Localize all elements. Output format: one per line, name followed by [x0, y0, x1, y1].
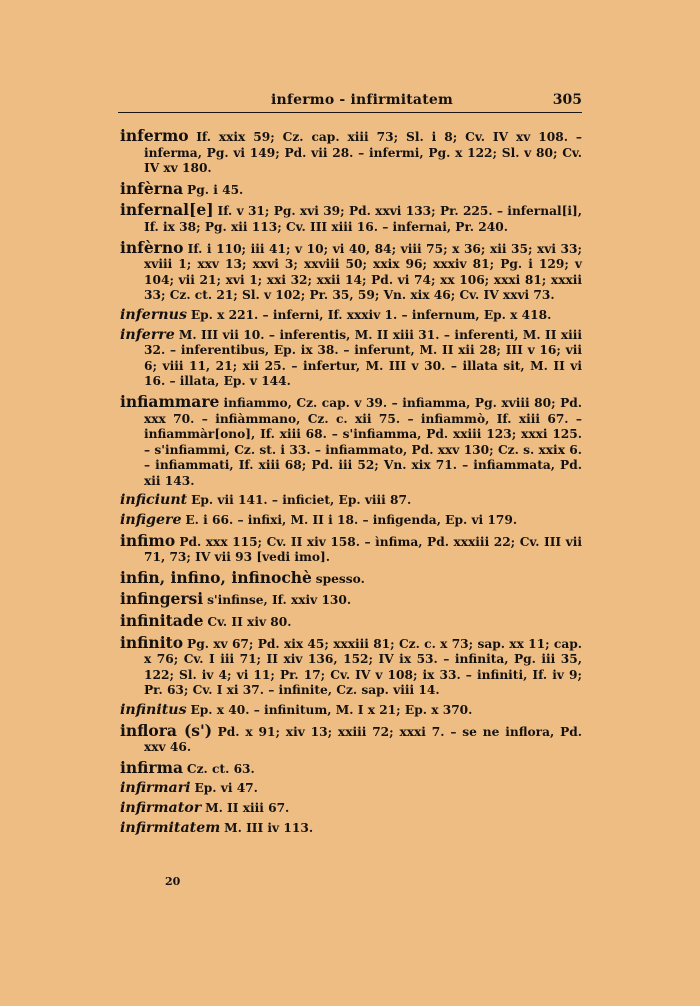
entry-lemma: infermo [120, 126, 189, 145]
entry-text: M. III iv 113. [224, 820, 314, 835]
running-head [118, 90, 582, 113]
dictionary-entry [120, 391, 582, 490]
dictionary-entry [120, 703, 582, 719]
dictionary-entry [120, 328, 582, 390]
entry-text: Ep. x 221. – inferni, If. xxxiv 1. – infernum, Ep. x 418. [190, 307, 552, 322]
dictionary-entry [120, 591, 582, 609]
dictionary-entry [120, 237, 582, 304]
entry-text: If. xxix 59; Cz. cap. xiii 73; Sl. i 8; Cv. IV xv 108. – inferma, Pg. vi 149; Pd. vii 28. – infermi, Pg. x 122; Sl. v 80; Cv. IV xv 180. [144, 130, 583, 176]
entry-text: Cz. ct. 63. [186, 761, 255, 776]
entry-text: Ep. vi 47. [194, 781, 258, 796]
dictionary-entry [120, 781, 582, 797]
entry-text: Pg. xv 67; Pd. xix 45; xxxiii 81; Cz. c. x 73; sap. xx 11; cap. x 76; Cv. I iii 71; II xiv 136, 152; IV ix 53. – infinita, Pg. iii 35, 122; Sl. iv 4; vi 11; Pr. 17; Cv. IV v 108; ix 33. – infiniti, If. iv 9; Pr. 63; Cv. I xi 37. – infinite, Cz. sap. viii 14. [144, 636, 582, 698]
entry-lemma: infinitade [120, 611, 204, 631]
running-title: infermo - infirmitatem [271, 92, 453, 108]
dictionary-entry [120, 801, 582, 817]
entry-text: infiammo, Cz. cap. v 39. – infiamma, Pg. xviii 80; Pd. xxx 70. – infiàmmano, Cz. c. xii 75. – infiammò, If. xiii 67. – infiammàr[ono], If. xiii 68. – s'infiamma, Pd. xxiii 123; xxxi 125. – s'infiammi, Cz. st. i 33. – infiammato, Pd. xxv 130; Cz. s. xxix 6. – infiammati, If. xiii 68; Pd. iii 52; Vn. xix 71. – infiammata, Pd. xii 143. [144, 395, 582, 488]
entry-list [120, 128, 582, 840]
entry-lemma: inflora (s') [120, 720, 213, 740]
entry-text: M. III vii 10. – inferentis, M. II xiii 31. – inferenti, M. II xiii 32. – inferentibus, Ep. ix 38. – inferunt, M. II xii 28; III v 16; vii 6; viii 11, 21; xii 25. – infertur, M. III v 30. – illata sit, M. II vi 16. – illata, Ep. v 144. [144, 327, 583, 389]
dictionary-entry [120, 720, 583, 756]
entry-text: Cv. II xiv 80. [207, 615, 292, 630]
entry-lemma: infèrna [120, 178, 184, 198]
entry-text: If. v 31; Pg. xvi 39; Pd. xxvi 133; Pr. 225. – infernal[i], If. ix 38; Pg. xii 113; Cv. III xiii 16. – infernai, Pr. 240. [144, 204, 583, 234]
entry-text: E. i 66. – infixi, M. II i 18. – infigenda, Ep. vi 179. [185, 513, 518, 528]
entry-text: Pd. xxx 115; Cv. II xiv 158. – ìnfima, Pd. xxxiii 22; Cv. III vii 71, 73; IV vii 93 [vedi imo]. [144, 534, 582, 565]
entry-lemma: infimo [120, 530, 176, 550]
entry-lemma: infirmator [120, 799, 202, 816]
entry-text: s'infinse, If. xxiv 130. [207, 593, 352, 608]
dictionary-entry [120, 632, 582, 699]
dictionary-entry [120, 308, 582, 324]
entry-lemma: infinitus [120, 702, 187, 718]
dictionary-entry [120, 202, 582, 235]
dictionary-entry [120, 513, 582, 529]
entry-lemma: infirmitatem [120, 819, 221, 836]
entry-lemma: infiammare [120, 391, 220, 411]
entry-lemma: infernal[e] [120, 200, 214, 220]
dictionary-entry [120, 178, 582, 199]
entry-lemma: infin, infino, infinochè [120, 567, 312, 587]
dictionary-entry [120, 128, 582, 177]
entry-text: Pd. x 91; xiv 13; xxiii 72; xxxi 7. – se ne inflora, Pd. xxv 46. [144, 724, 583, 755]
entry-lemma: infernus [120, 306, 187, 323]
dictionary-entry [120, 821, 582, 837]
entry-lemma: inficiunt [120, 492, 188, 509]
entry-lemma: infingersi [120, 589, 204, 609]
dictionary-entry [120, 567, 582, 588]
entry-lemma: infirmari [120, 780, 191, 797]
dictionary-entry [120, 757, 582, 778]
entry-lemma: infinito [120, 632, 184, 652]
entry-lemma: infèrno [120, 237, 184, 257]
entry-text: spesso. [315, 571, 365, 586]
entry-lemma: inferre [120, 326, 175, 343]
printer-signature: 20 [165, 875, 181, 888]
dictionary-entry [120, 530, 582, 566]
entry-text: If. i 110; iii 41; v 10; vi 40, 84; viii 75; x 36; xii 35; xvi 33; xviii 1; xxv 13; xxvi 3; xxviii 50; xxix 96; xxxiv 81; Pg. i 129; v 104; vii 21; xvi 1; xxi 32; xxii 14; Pd. vi 74; xx 106; xxxi 81; xxxii 33; Cz. ct. 21; Sl. v 102; Pr. 35, 59; Vn. xix 46; Cv. IV xxvi 73. [144, 241, 582, 303]
dictionary-entry [120, 613, 582, 631]
entry-lemma: infirma [120, 757, 184, 777]
entry-lemma: infigere [120, 512, 182, 529]
entry-text: Ep. vii 141. – inficiet, Ep. viii 87. [191, 493, 412, 508]
dictionary-entry [120, 493, 582, 509]
page-number: 305 [552, 92, 582, 108]
entry-text: M. II xiii 67. [205, 800, 290, 815]
entry-text: Pg. i 45. [187, 182, 244, 197]
entry-text: Ep. x 40. – infinitum, M. I x 21; Ep. x 370. [190, 703, 473, 717]
